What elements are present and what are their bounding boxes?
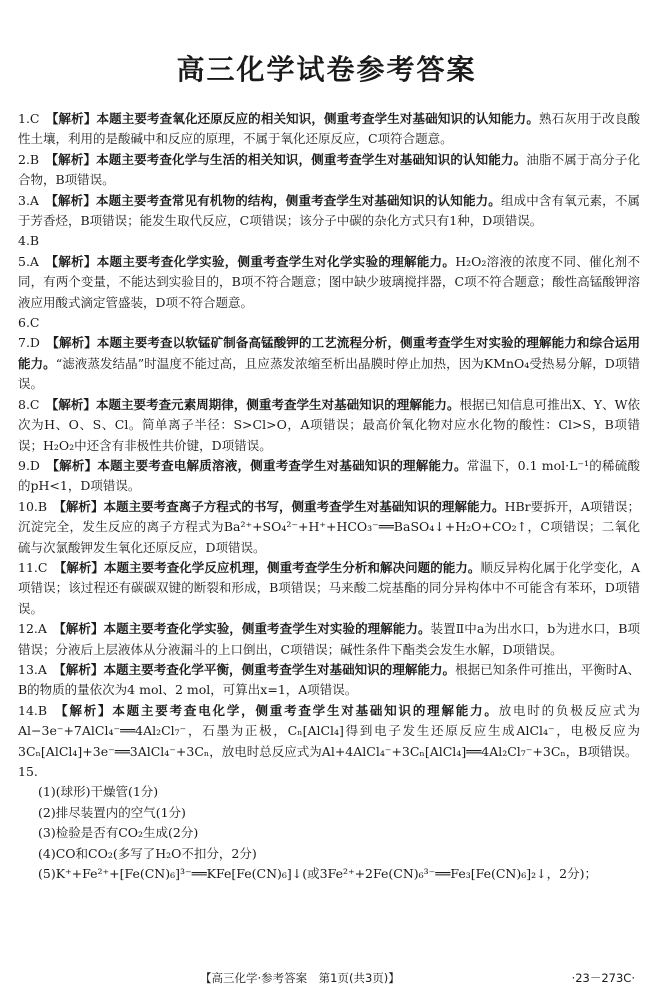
answer-item [18,109,640,150]
analysis-text: H₂O₂溶液的浓度不同、催化剂不同，有两个变量，不能达到实验目的，B项不符合题意；图中缺少玻璃搅拌器，C项不符合题意；酸性高锰酸钾溶液应用酸式滴定管盛装，D项不符合题意。 [18,253,640,310]
answer-number: 11.C [18,559,48,575]
answer-item [18,333,640,394]
analysis-text: 油脂不属于高分子化合物，B项错误。 [18,151,640,188]
page-title: 高三化学试卷参考答案 [176,53,477,86]
analysis-tag: 【解析】 [53,498,104,514]
analysis-tag: 【解析】 [45,111,97,126]
sub-answer: (3)检验是否有CO₂生成(2分) [38,825,199,841]
analysis-text: 根据已知条件可推出，平衡时A、B的物质的量依次为4 mol、2 mol，可算出x=1，A项错误。 [18,661,640,698]
answer-number: 10.B [18,498,48,514]
answer-number: 3.A [18,192,39,208]
answer-number: 2.B [18,151,40,167]
analysis-tag: 【解析】 [45,253,97,269]
analysis-lead: 本题主要考查元素周期律，侧重考查学生对基础知识的理解能力。 [95,396,460,412]
answer-item [18,619,640,660]
answer-item [18,395,640,456]
footer-code: ·23－273C· [571,971,635,985]
analysis-text: 熟石灰用于改良酸性土壤，利用的是酸碱中和反应的原理，不属于氧化还原反应，C项符合题意。 [18,111,640,147]
answer-item [18,231,640,251]
sub-answer: (5)K⁺+Fe²⁺+[Fe(CN)₆]³⁻══KFe[Fe(CN)₆]↓(或3Fe²⁺+2Fe(CN)₆³⁻══Fe₃[Fe(CN)₆]₂↓，2分)； [38,866,597,882]
answer-item [18,150,640,191]
analysis-lead: 本题主要考查化学反应机理，侧重考查学生分析和解决问题的能力。 [103,559,481,575]
analysis-lead: 本题主要考查化学与生活的相关知识，侧重考查学生对基础知识的认知能力。 [96,151,527,167]
analysis-text: 装置Ⅱ中a为出水口，b为进水口，B项错误；分液后上层液体从分液漏斗的上口倒出，C项错误；碱性条件下酯类会发生水解，D项错误。 [18,621,640,657]
analysis-text: 根据已知信息可推出X、Y、W依次为H、O、S、Cl。简单离子半径：S>Cl>O，A项错误；最高价氧化物对应水化物的酸性：Cl>S，B项错误；H₂O₂中还含有非极性共价键，D项错误。 [18,396,640,453]
answer-item [18,497,640,558]
answer-number: 9.D [18,457,40,473]
analysis-tag: 【解析】 [53,661,104,677]
analysis-lead: 本题主要考查化学实验，侧重考查学生对实验的理解能力。 [103,621,431,637]
analysis-tag: 【解析】 [53,559,104,575]
sub-answer: (2)排尽装置内的空气(1分) [38,804,186,820]
answer-number: 6.C [18,315,40,331]
analysis-tag: 【解析】 [53,702,113,718]
answer-number: 4.B [18,233,40,249]
answer-number: 1.C [18,111,40,126]
analysis-lead: 本题主要考查氧化还原反应的相关知识，侧重考查学生对基础知识的认知能力。 [96,111,539,126]
answer-number: 14.B [18,702,48,718]
analysis-lead: 本题主要考查化学实验，侧重考查学生对化学实验的理解能力。 [96,253,456,269]
sub-answer: (1)(球形)干燥管(1分) [38,784,159,800]
analysis-text: 放电时的负极反应式为Al−3e⁻+7AlCl₄⁻══4Al₂Cl₇⁻，石墨为正极，Cₙ[AlCl₄]得到电子发生还原反应生成AlCl₄⁻，电极反应为3Cₙ[AlCl₄]+3e⁻══3AlCl₄⁻+3Cₙ，放电时总反应式为Al+4AlCl₄⁻+3Cₙ[AlCl₄]══4Al₂Cl₇⁻+3Cₙ，B项错误。 [18,702,640,759]
answer-item [18,701,640,762]
answer-item-15 [18,762,640,782]
answer-number: 15. [18,764,38,779]
answer-number: 5.A [18,253,39,269]
answer-item [18,456,640,497]
analysis-text: 顺反异构化属于化学变化，A项错误；该过程还有碳碳双键的断裂和形成，B项错误；马来酸二烷基酯的同分异构体中不可能含有苯环，D项错误。 [18,559,640,616]
analysis-tag: 【解析】 [45,192,96,208]
analysis-text: 组成中含有氧元素，不属于芳香烃，B项错误；能发生取代反应，C项错误；该分子中碳的杂化方式只有1种，D项错误。 [18,192,640,229]
answer-item [18,558,640,619]
analysis-tag: 【解析】 [46,457,98,473]
analysis-text: HBr要拆开，A项错误；沉淀完全，发生反应的离子方程式为Ba²⁺+SO₄²⁻+H⁺+HCO₃⁻══BaSO₄↓+H₂O+CO₂↑，C项错误；二氧化硫与次氯酸钾发生氧化还原反应，D项错误。 [18,498,640,555]
answer-number: 12.A [18,621,47,637]
analysis-lead: 本题主要考查电解质溶液，侧重考查学生对基础知识的理解能力。 [97,457,467,473]
analysis-lead: 本题主要考查离子方程式的书写，侧重考查学生对基础知识的理解能力。 [103,498,505,514]
answer-list [18,109,640,884]
answer-item [18,313,640,333]
analysis-lead: 本题主要考查常见有机物的结构，侧重考查学生对基础知识的认知能力。 [96,192,501,208]
analysis-lead: 本题主要考查电化学，侧重考查学生对基础知识的理解能力。 [112,702,499,718]
analysis-text: “滤液蒸发结晶”时温度不能过高，且应蒸发浓缩至析出晶膜时停止加热，因为KMnO₄受热易分解，D项错误。 [18,355,640,392]
answer-item [18,191,640,232]
answer-number: 7.D [18,335,40,351]
analysis-lead: 本题主要考查化学平衡，侧重考查学生对基础知识的理解能力。 [103,661,456,677]
answer-number: 13.A [18,661,47,677]
answer-number: 8.C [18,396,40,412]
footer-page-info: 【高三化学·参考答案 第1页(共3页)】 [200,971,400,985]
sub-answer: (4)CO和CO₂(多写了H₂O不扣分，2分) [38,845,257,861]
analysis-lead: 本题主要考查以软锰矿制备高锰酸钾的工艺流程分析，侧重考查学生对实验的理解能力和综合运用能力。 [18,335,640,371]
answer-item [18,252,640,313]
analysis-tag: 【解析】 [53,621,104,637]
analysis-tag: 【解析】 [45,396,96,412]
analysis-text: 常温下，0.1 mol·L⁻¹的稀硫酸的pH<1，D项错误。 [18,457,640,494]
analysis-tag: 【解析】 [46,335,97,351]
answer-item [18,660,640,701]
analysis-tag: 【解析】 [45,151,97,167]
